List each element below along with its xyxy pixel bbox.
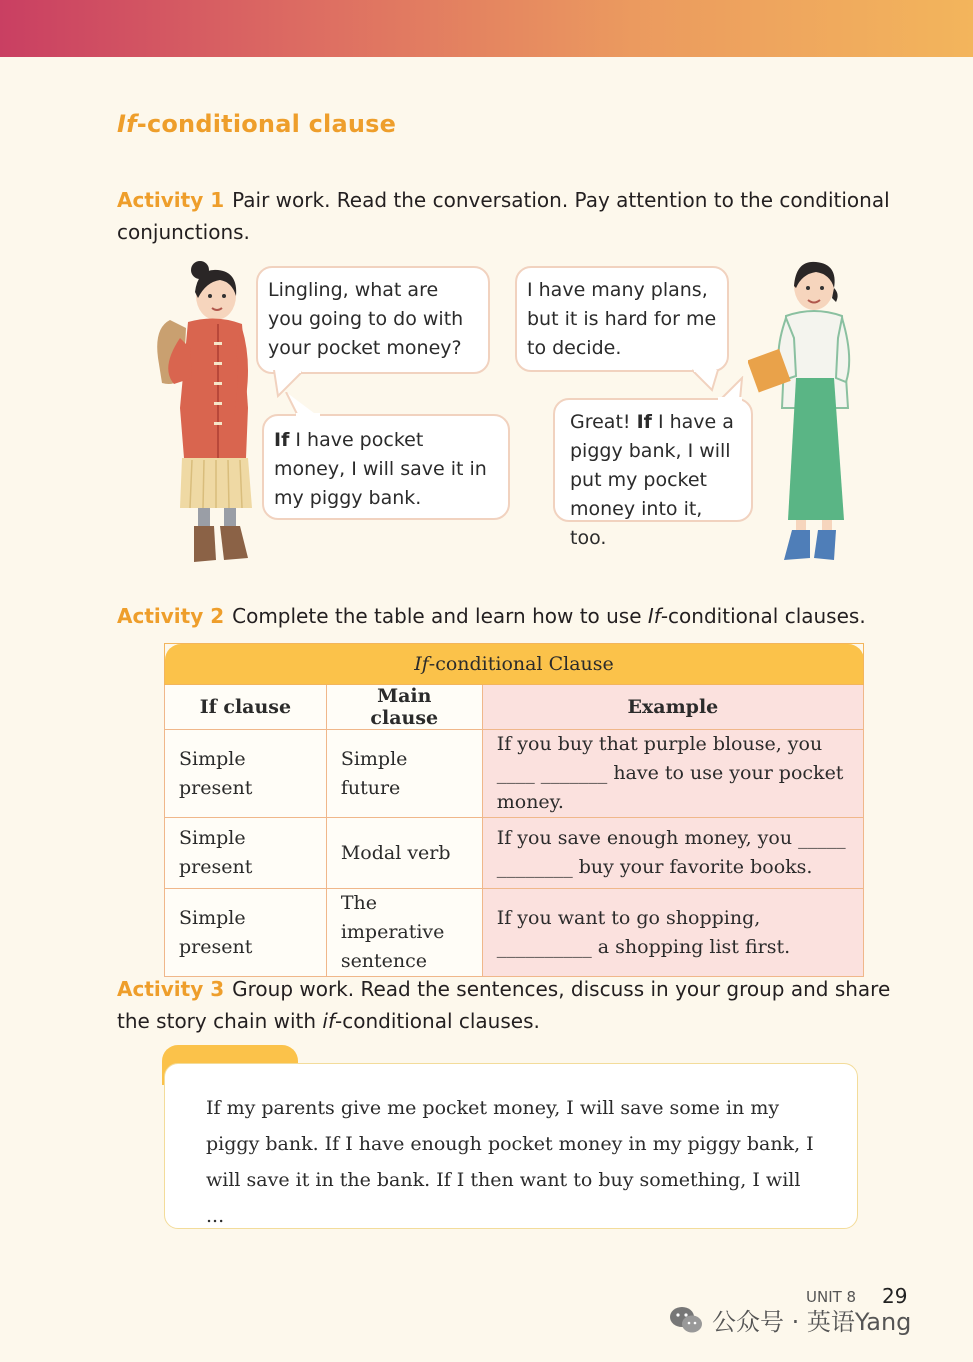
speech-bubble-3-if: If	[274, 429, 290, 451]
table-cell-main-clause: Modal verb	[326, 818, 482, 889]
table-row	[165, 730, 864, 818]
table-cell-main-clause: The imperative sentence	[326, 889, 482, 977]
column-header-if-clause: If clause	[165, 685, 327, 730]
story-chain-box	[164, 1063, 858, 1229]
activity-1-instruction	[117, 184, 907, 248]
activity-3-text-italic: if	[322, 1009, 336, 1033]
activity-2-text: Complete the table and learn how to use	[232, 604, 648, 628]
table-caption-italic: If	[414, 653, 429, 675]
table-cell-example: If you want to go shopping, __________ a shopping list first.	[482, 889, 863, 977]
speech-bubble-4-text: I have a piggy bank, I will put my pocket money into it, too.	[570, 411, 734, 549]
wechat-icon	[668, 1305, 704, 1335]
activity-2-text-italic: If	[647, 604, 661, 628]
table-row	[165, 889, 864, 977]
table-cell-if-clause: Simple present	[165, 818, 327, 889]
table-caption-rest: -conditional Clause	[428, 653, 614, 675]
section-title-italic: If	[117, 110, 137, 138]
activity-2-text-post: -conditional clauses.	[660, 604, 866, 628]
speech-bubble-2: I have many plans, but it is hard for me to decide.	[515, 266, 729, 372]
activity-3-instruction	[117, 973, 907, 1037]
speech-bubble-1: Lingling, what are you going to do with your pocket money?	[256, 266, 490, 374]
watermark	[668, 1302, 911, 1337]
speech-bubble-4	[553, 398, 753, 549]
table-row	[165, 818, 864, 889]
page-number: 29	[882, 1284, 908, 1308]
activity-3-label: Activity 3	[117, 977, 225, 1001]
section-title	[117, 110, 396, 138]
table-caption	[165, 644, 864, 685]
section-title-rest: -conditional clause	[136, 110, 397, 138]
table-cell-main-clause: Simple future	[326, 730, 482, 818]
column-header-example: Example	[482, 685, 863, 730]
table-cell-example: If you save enough money, you _____ ________ buy your favorite books.	[482, 818, 863, 889]
speech-bubble-4-if: If	[636, 411, 652, 433]
girl-red-coat-illustration	[140, 258, 260, 570]
girl-green-dress-illustration	[748, 258, 858, 570]
unit-label: UNIT 8	[806, 1288, 857, 1306]
table-cell-if-clause: Simple present	[165, 889, 327, 977]
speech-bubble-4-great: Great!	[570, 411, 637, 433]
column-header-main-clause: Main clause	[326, 685, 482, 730]
speech-bubble-4-tail	[716, 376, 750, 402]
table-cell-if-clause: Simple present	[165, 730, 327, 818]
speech-bubble-3-text: I have pocket money, I will save it in my piggy bank.	[274, 429, 487, 509]
story-chain-text: If my parents give me pocket money, I will save some in my piggy bank. If I have enough pocket money in my piggy bank, I will save it in the bank. If I then want to buy something, I will ...	[206, 1097, 814, 1227]
activity-1-label: Activity 1	[117, 188, 225, 212]
activity-1-text: Pair work. Read the conversation. Pay attention to the conditional conjunctions.	[117, 188, 890, 244]
speech-bubble-3	[262, 414, 510, 520]
watermark-text: 公众号 · 英语Yang	[712, 1308, 912, 1336]
activity-2-label: Activity 2	[117, 604, 225, 628]
activity-3-text-post: -conditional clauses.	[335, 1009, 540, 1033]
top-gradient-banner	[0, 0, 973, 57]
if-conditional-table	[164, 643, 864, 977]
table-cell-example: If you buy that purple blouse, you ____ _______ have to use your pocket money.	[482, 730, 863, 818]
speech-bubble-3-tail	[284, 392, 324, 418]
activity-2-instruction	[117, 600, 907, 632]
activity-3-text: Group work. Read the sentences, discuss in your group and share the story chain with	[117, 977, 891, 1033]
